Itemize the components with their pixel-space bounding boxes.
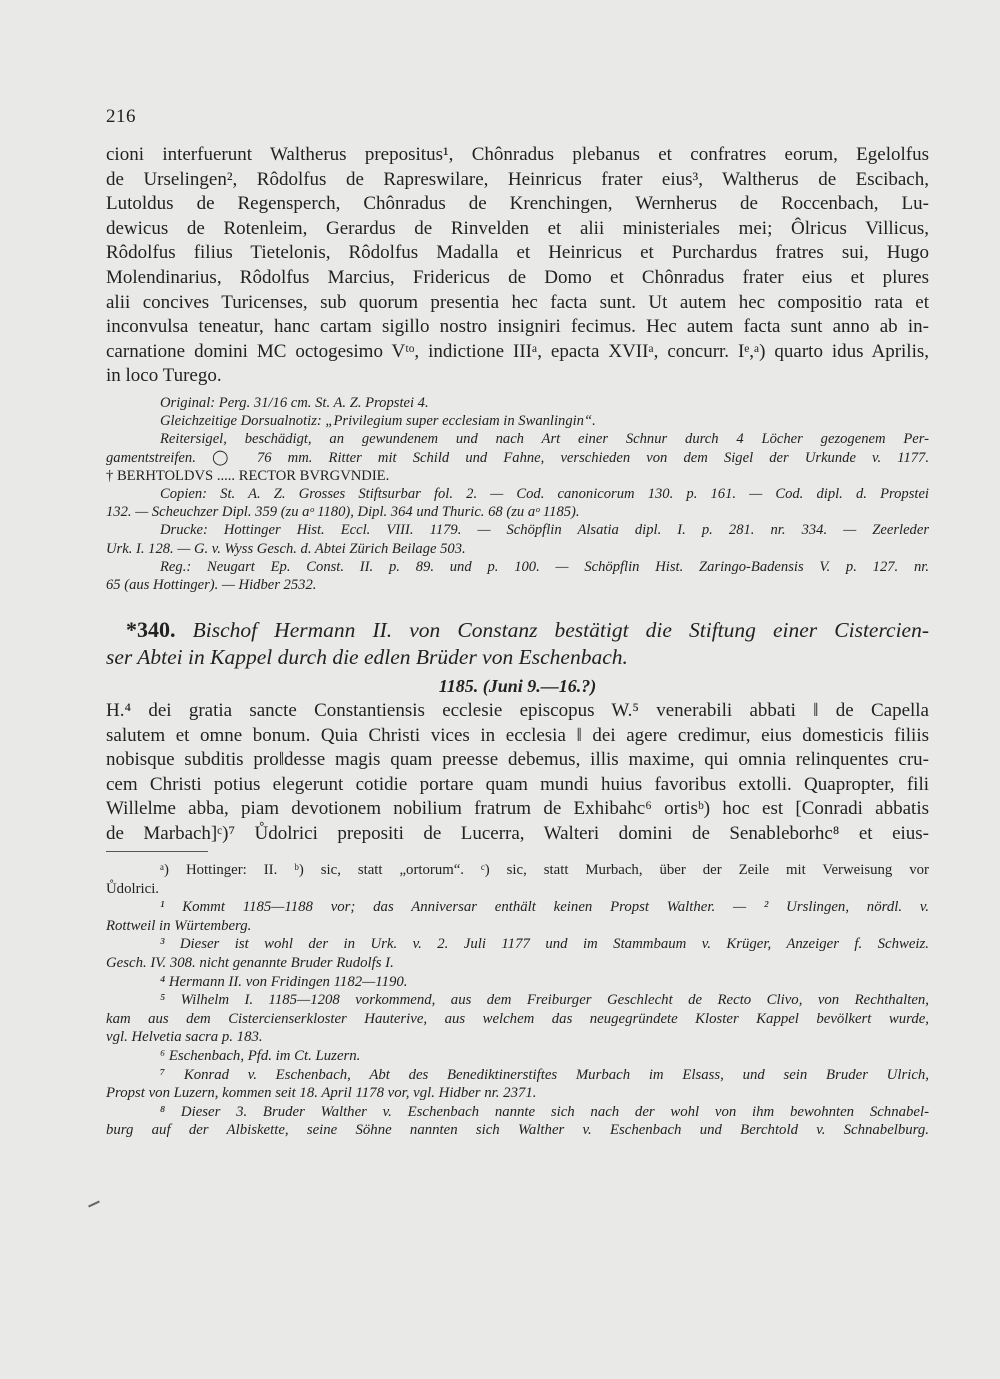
note-line: Copien: St. A. Z. Grosses Stiftsurbar fol. 2. — Cod. canonicorum 130. p. 161. — Cod. dipl. d. Propstei [160, 486, 929, 503]
footnote-line: ³ Dieser ist wohl der in Urk. v. 2. Juli 1177 und im Stammbaum v. Krüger, Anzeiger f. Schweiz. [160, 936, 929, 953]
footnote-line: ⁵ Wilhelm I. 1185—1208 vorkommend, aus dem Freiburger Geschlecht de Recto Clivo, von Rechthalten, [160, 992, 929, 1009]
note-line: Reg.: Neugart Ep. Const. II. p. 89. und p. 100. — Schöpflin Hist. Zaringo-Badensis V. p. 127. nr. [160, 558, 929, 575]
document-date: 1185. (Juni 9.—16.?) [438, 676, 597, 696]
footnote-line: Rottweil in Würtemberg. [106, 917, 252, 934]
footnote-line: kam aus dem Cistercienserkloster Hauterive, aus welchem das neugegründete Kloster Kappel bevölkert wurde, [106, 1010, 929, 1027]
text-line: nobisque subditis pro‖desse magis quam preesse debemus, illis maxime, qui omnia relinquentes cru- [106, 749, 929, 771]
charter-text-continuation [106, 143, 929, 389]
note-line: Gleichzeitige Dorsualnotiz: „Privilegium super ecclesiam in Swanlingin“. [160, 413, 596, 430]
text-line: H.⁴ dei gratia sancte Constantiensis ecclesie episcopus W.⁵ venerabili abbati ‖ de Capella [106, 700, 929, 721]
text-line: Willelme abba, piam devotionem nobilium fratrum de Exhibahc⁶ ortisᵇ) hoc est [Conradi abbatis [106, 798, 929, 820]
text-line: Molendinarius, Rôdolfus Marcius, Fridericus de Domo et Chônradus frater eius et plures [106, 266, 929, 288]
note-line: Urk. I. 128. — G. v. Wyss Gesch. d. Abtei Zürich Beilage 503. [106, 540, 466, 557]
charter-text [106, 699, 929, 847]
footnote-line: ⁴ Hermann II. von Fridingen 1182—1190. [160, 973, 408, 990]
text-line: cem Christi potius elegerunt cotidie portare quam mundi huius favoribus extolli. Quapropter, fili [106, 773, 929, 795]
footnote-line: ⁸ Dieser 3. Bruder Walther v. Eschenbach nannte sich nach der wohl von ihm bewohnten Schnabel- [160, 1103, 929, 1120]
text-line: cioni interfuerunt Waltherus prepositus¹, Chônradus plebanus et confratres eorum, Egelolfus [106, 144, 929, 165]
footnote-line: ⁷ Konrad v. Eschenbach, Abt des Benediktinerstiftes Murbach im Elsass, und sein Bruder Ulrich, [160, 1066, 929, 1083]
note-line: 132. — Scheuchzer Dipl. 359 (zu aᵒ 1180), Dipl. 364 und Thuric. 68 (zu aᵒ 1185). [106, 504, 580, 521]
text-line: carnatione domini MC octogesimo Vᵗᵒ, indictione IIIᵃ, epacta XVIIᵃ, concurr. Iᵉ,ᵃ) quarto idus Aprilis, [106, 340, 929, 362]
heading-title-line2: ser Abtei in Kappel durch die edlen Brüder von Eschenbach. [106, 644, 628, 669]
footnote-line: Propst von Luzern, kommen seit 18. April 1178 vor, vgl. Hidber nr. 2371. [106, 1085, 537, 1102]
page-number: 216 [106, 106, 136, 127]
text-line: Lutoldus de Regensperch, Chônradus de Krenchingen, Wernherus de Roccenbach, Lu- [106, 193, 929, 215]
text-line: alii concives Turicenses, sub quorum presentia hec facta sunt. Ut autem hec compositio rata et [106, 291, 929, 313]
note-line: Original: Perg. 31/16 cm. St. A. Z. Propstei 4. [160, 395, 429, 411]
footnote-line: Gesch. IV. 308. nicht genannte Bruder Rudolfs I. [106, 954, 394, 971]
text-line: de Marbach]ᶜ)⁷ Ůdolrici prepositi de Lucerra, Walteri domini de Senableborhc⁸ et eius- [106, 822, 929, 844]
heading-line [106, 617, 929, 644]
footnote-line: burg auf der Albiskette, seine Söhne nannten sich Walther v. Eschenbach und Berchtold v. Schnabelburg. [106, 1122, 929, 1139]
text-line: de Urselingen², Rôdolfus de Rapreswilare, Heinricus frater eius³, Waltherus de Escibach, [106, 168, 929, 190]
footnote-line: Ůdolrici. [106, 880, 160, 897]
footnote-line: ⁶ Eschenbach, Pfd. im Ct. Luzern. [160, 1047, 361, 1064]
text-line: Rôdolfus filius Tietelonis, Rôdolfus Madalla et Heinricus et Purchardus fratres sui, Hugo [106, 242, 929, 264]
note-line: Drucke: Hottinger Hist. Eccl. VIII. 1179. — Schöpflin Alsatia dipl. I. p. 281. nr. 334. — Zeerleder [160, 522, 929, 539]
footnote-line: ¹ Kommt 1185—1188 vor; das Anniversar enthält keinen Propst Walther. — ² Urslingen, nördl. v. [160, 899, 929, 916]
note-line: gamentstreifen. ◯ 76 mm. Ritter mit Schild und Fahne, verschieden von dem Sigel der Urkunde v. 1177. [106, 449, 929, 466]
stray-pen-mark [88, 1201, 100, 1208]
document-heading [106, 617, 929, 670]
footnotes [106, 861, 929, 1140]
footnote-line: vgl. Helvetia sacra p. 183. [106, 1029, 263, 1046]
footnote-divider [106, 851, 208, 852]
heading-title-line1: Bischof Hermann II. von Constanz bestätigt die Stiftung einer Cistercien- [192, 618, 929, 642]
note-line: 65 (aus Hottinger). — Hidber 2532. [106, 577, 317, 594]
seal-legend: † BERHTOLDVS ..... RECTOR BVRGVNDIE. [106, 467, 390, 484]
text-line: salutem et omne bonum. Quia Christi vices in ecclesia ‖ dei agere credimur, eius domesticis filiis [106, 724, 929, 746]
document-number: *340. [126, 617, 176, 642]
source-notes [106, 394, 929, 594]
text-line: inconvulsa teneatur, hanc cartam sigillo nostro insigniri fecimus. Hec autem facta sunt anno ab in- [106, 316, 929, 338]
note-line: Reitersigel, beschädigt, an gewundenem und nach Art einer Schnur durch 4 Löcher gezogenem Per- [160, 431, 929, 448]
text-line: in loco Turego. [106, 365, 222, 387]
footnote-line: ᵃ) Hottinger: II. ᵇ) sic, statt „ortorum“. ᶜ) sic, statt Murbach, über der Zeile mit Verweisung vor [160, 862, 929, 878]
text-line: dewicus de Rotenleim, Gerardus de Rinvelden et alii ministeriales mei; Ôlricus Villicus, [106, 217, 929, 239]
